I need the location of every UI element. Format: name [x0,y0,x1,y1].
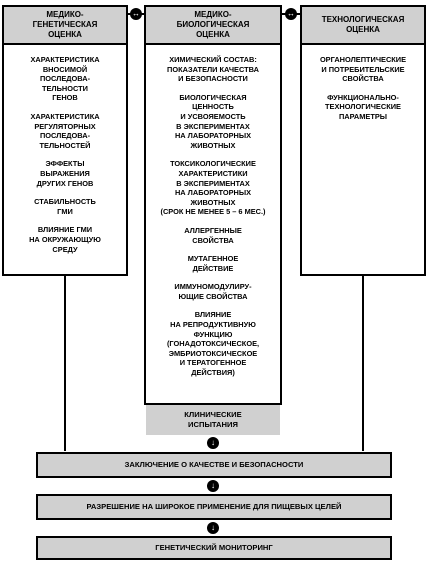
technological-title: ТЕХНОЛОГИЧЕСКАЯ ОЦЕНКА [321,15,405,34]
medico-biological-header [144,5,282,45]
arrow-down-circle-icon: ↓ [207,522,219,534]
monitoring-box [36,536,392,560]
arrow-left-right-circle-icon: ↔ [287,9,295,18]
medico-genetic-header [2,5,128,45]
technological-header [300,5,426,45]
conclusion-box [36,452,392,478]
clinical-trials-box [146,405,280,435]
genetic-item-expression: ЭФФЕКТЫ ВЫРАЖЕНИЯ ДРУГИХ ГЕНОВ [36,159,94,188]
clinical-trials-label: КЛИНИЧЕСКИЕ ИСПЫТАНИЯ [184,410,242,429]
medico-genetic-title: МЕДИКО- ГЕНЕТИЧЕСКАЯ ОЦЕНКА [32,10,98,39]
permission-box [36,494,392,520]
bio-item-toxicology: ТОКСИКОЛОГИЧЕСКИЕ ХАРАКТЕРИСТИКИ В ЭКСПЕРИМЕНТАХ НА ЛАБОРАТОРНЫХ ЖИВОТНЫХ (СРОК НЕ МЕНЕЕ 5 – 6 МЕС.) [160,159,266,217]
medico-genetic-items [2,55,128,263]
bio-item-immunomodulating: ИММУНОМОДУЛИРУ- ЮЩИЕ СВОЙСТВА [174,282,252,301]
right-column-down-line [362,276,364,451]
medico-biological-title: МЕДИКО- БИОЛОГИЧЕСКАЯ ОЦЕНКА [176,10,250,39]
left-column-down-line [64,276,66,451]
tech-item-organoleptic: ОРГАНОЛЕПТИЧЕСКИЕ И ПОТРЕБИТЕЛЬСКИЕ СВОЙСТВА [319,55,407,84]
genetic-item-inserted-genes: ХАРАКТЕРИСТИКА ВНОСИМОЙ ПОСЛЕДОВА- ТЕЛЬНОСТИ ГЕНОВ [30,55,100,103]
tech-item-functional: ФУНКЦИОНАЛЬНО- ТЕХНОЛОГИЧЕСКИЕ ПАРАМЕТРЫ [325,92,401,121]
conclusion-label: ЗАКЛЮЧЕНИЕ О КАЧЕСТВЕ И БЕЗОПАСНОСТИ [124,460,304,469]
technological-items [300,55,426,131]
medico-biological-items [144,55,282,387]
bio-item-chemical: ХИМИЧЕСКИЙ СОСТАВ: ПОКАЗАТЕЛИ КАЧЕСТВА И БЕЗОПАСНОСТИ [167,55,259,84]
bio-item-allergenic: АЛЛЕРГЕННЫЕ СВОЙСТВА [184,225,242,245]
genetic-item-stability: СТАБИЛЬНОСТЬ ГМИ [34,197,96,216]
arrow-down-circle-icon: ↓ [207,437,219,449]
technological-column [300,5,426,276]
bio-item-biological-value: БИОЛОГИЧЕСКАЯ ЦЕННОСТЬ И УСВОЯЕМОСТЬ В ЭКСПЕРИМЕНТАХ НА ЛАБОРАТОРНЫХ ЖИВОТНЫХ [174,92,252,150]
permission-label: РАЗРЕШЕНИЕ НА ШИРОКОЕ ПРИМЕНЕНИЕ ДЛЯ ПИЩЕВЫХ ЦЕЛЕЙ [86,502,342,511]
monitoring-label: ГЕНЕТИЧЕСКИЙ МОНИТОРИНГ [155,543,273,552]
bio-item-mutagenic: МУТАГЕННОЕ ДЕЙСТВИЕ [187,254,239,273]
bio-item-reproductive: ВЛИЯНИЕ НА РЕПРОДУКТИВНУЮ ФУНКЦИЮ (ГОНАДОТОКСИЧЕСКОЕ, ЭМБРИОТОКСИЧЕСКОЕ И ТЕРАТОГЕННОЕ ДЕЙСТВИЯ) [166,310,260,378]
genetic-item-environment: ВЛИЯНИЕ ГМИ НА ОКРУЖАЮЩУЮ СРЕДУ [29,225,101,254]
arrow-left-right-circle-icon: ↔ [132,9,140,18]
arrow-down-circle-icon: ↓ [207,480,219,492]
genetic-item-regulatory: ХАРАКТЕРИСТИКА РЕГУЛЯТОРНЫХ ПОСЛЕДОВА- ТЕЛЬНОСТЕЙ [30,111,100,150]
